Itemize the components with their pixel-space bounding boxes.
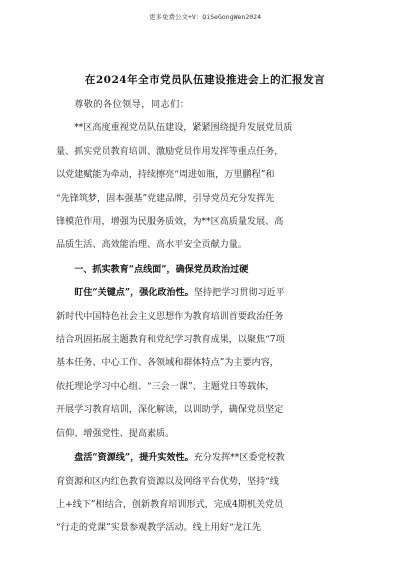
paragraph-line: 育资源和区内红色教育资源以及网络平台优势，坚持“线 <box>56 476 279 487</box>
intro-line: “先锋筑梦，固本强基”党建品牌，引导党员充分发挥先 <box>56 193 275 204</box>
document-header: 更多免费公文+V：QiSeGongWen2024 <box>148 13 262 21</box>
paragraph-line: 依托理论学习中心组、“三会一课”、主题党日等载体， <box>56 381 275 392</box>
paragraph-lead: 盘活“资源线”，提升实效性。 <box>74 452 194 464</box>
paragraph-line: 开展学习教育培训，深化解读，以训助学，确保党员坚定 <box>56 405 284 416</box>
paragraph-line: 新时代中国特色社会主义思想作为教育培训首要政治任务 <box>56 311 284 322</box>
intro-line: 锋模范作用，增强为民服务质效，为**区高质量发展、高 <box>56 217 284 228</box>
intro-line: 以党建赋能为牵动，持续擦亮“周进如瓶，万里鹏程”和 <box>56 170 275 181</box>
paragraph-line: 上+线下”相结合，创新教育培训形式，完成4期机关党员 <box>56 499 284 510</box>
intro-line: **区高度重视党员队伍建设，紧紧围绕提升发展党员质 <box>74 123 293 134</box>
greeting: 尊敬的各位领导，同志们： <box>74 100 190 110</box>
paragraph-line: 基本任务、中心工作、各领域和群体特点”为主要内容， <box>56 358 279 369</box>
paragraph-text: 充分发挥**区委党校教 <box>193 453 285 464</box>
paragraph-lead: 盯住“关键点”，强化政治性。 <box>74 287 194 299</box>
paragraph-line: “行走的党课”实景参观教学活动。线上用好“龙江先 <box>56 523 261 534</box>
paragraph-first-line <box>56 446 356 470</box>
paragraph-text: 坚持把学习贯彻习近平 <box>193 288 285 299</box>
document-title: 在2024年全市党员队伍建设推进会上的汇报发言 <box>84 74 326 86</box>
paragraph-first-line <box>56 281 356 305</box>
document-body <box>56 94 356 541</box>
paragraph-line: 结合巩固拓展主题教育和党纪学习教育成果，以聚焦“7项 <box>56 335 285 346</box>
section-heading: 一、抓实教育“点线面”，确保党员政治过硬 <box>74 263 249 275</box>
intro-line: 量、抓实党员教育培训、激励党员作用发挥等重点任务， <box>56 146 284 157</box>
paragraph-line: 信仰、增强党性、提高素质。 <box>56 428 175 439</box>
intro-line: 品质生活、高效能治理、高水平安全贡献力量。 <box>56 240 247 251</box>
